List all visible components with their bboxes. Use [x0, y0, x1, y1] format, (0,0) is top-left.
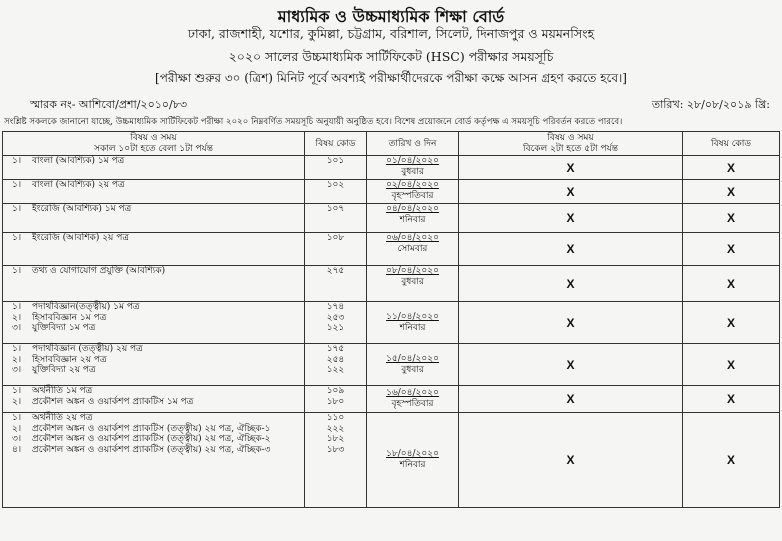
afternoon-subject-mark: X: [459, 204, 683, 233]
subject-number: ১।: [12, 156, 22, 166]
afternoon-subject-mark: X: [459, 344, 683, 386]
subject-line: [6, 313, 301, 324]
date-cell: [367, 233, 459, 266]
subject-line: [6, 180, 301, 191]
header-date-day: তারিখ ও দিন: [367, 132, 459, 156]
date-cell: [367, 302, 459, 344]
code-cell: [305, 180, 367, 204]
subject-name: অর্থনীতি ২য় পত্র: [32, 413, 93, 423]
exam-date: ১১/০৪/২০২০: [386, 311, 439, 322]
subject-line: [6, 344, 301, 355]
header-afternoon-time: বিকেল ২টা হতে ৫টা পর্যন্ত: [523, 144, 618, 154]
exam-day: বুধবার: [401, 364, 424, 375]
subject-code: ১৮৩: [326, 444, 345, 455]
exam-day: বৃহস্পতিবার: [391, 191, 434, 201]
code-cell: [305, 302, 367, 344]
subject-code: ১০৭: [326, 204, 345, 214]
subject-number: ৩।: [12, 365, 22, 375]
subject-line: [6, 434, 301, 445]
afternoon-subject-mark: X: [459, 386, 683, 413]
subject-line: [6, 424, 301, 435]
subject-line: [6, 365, 301, 376]
subject-code: ২৫৩: [326, 312, 345, 323]
subject-name: অর্থনীতি ১ম পত্র: [32, 386, 93, 396]
subject-name: যুক্তিবিদ্যা ২য় পত্র: [32, 365, 96, 375]
subject-line: [6, 302, 301, 313]
table-row: [3, 156, 780, 180]
afternoon-code-mark: X: [683, 344, 780, 386]
subject-code: ২২২: [326, 423, 345, 434]
subject-name: প্রকৌশল অঙ্কন ও ওয়ার্কশপ প্র্যাকটিস (তত্ত্বীয়) ২য় পত্র, ঐচ্ছিক-২: [32, 434, 271, 444]
exam-date: ০১/০৪/২০২০: [386, 156, 439, 166]
subject-number: ১।: [12, 344, 22, 354]
subject-cell: [3, 233, 305, 266]
subject-code: ১২২: [326, 365, 345, 375]
code-cell: [305, 344, 367, 386]
afternoon-subject-mark: X: [459, 180, 683, 204]
board-title: মাধ্যমিক ও উচ্চমাধ্যমিক শিক্ষা বোর্ড: [277, 7, 505, 26]
exam-day: বৃহস্পতিবার: [391, 399, 434, 409]
subject-code: ১১০: [326, 413, 345, 423]
table-row: [3, 413, 780, 508]
subject-name: পদার্থবিজ্ঞান (তত্ত্বীয়) ২য় পত্র: [32, 344, 143, 354]
subject-number: ১।: [12, 413, 22, 423]
subject-cell: [3, 344, 305, 386]
date-cell: [367, 204, 459, 233]
subject-name: বাংলা (আবশ্যিক) ১ম পত্র: [32, 156, 125, 166]
date-cell: [367, 266, 459, 302]
subject-number: ২।: [12, 396, 22, 407]
subject-cell: [3, 413, 305, 508]
afternoon-subject-mark: X: [459, 233, 683, 266]
afternoon-subject-mark: X: [459, 266, 683, 302]
header-subject-label: বিষয় ও সময়: [130, 133, 177, 143]
exam-date: ০৪/০৪/২০২০: [386, 204, 439, 214]
subject-cell: [3, 180, 305, 204]
subject-name: প্রকৌশল অঙ্কন ও ওয়ার্কশপ প্র্যাকটিস ১ম পত্র: [32, 396, 194, 407]
exam-date: ১৫/০৪/২০২০: [386, 353, 439, 364]
subject-code: ২৭৫: [326, 266, 345, 276]
subject-code: ১০২: [326, 180, 345, 190]
subject-name: বাংলা (আবশ্যিক) ২য় পত্র: [32, 180, 125, 190]
subject-number: ১।: [12, 302, 22, 312]
afternoon-code-mark: X: [683, 386, 780, 413]
subject-code: ১৮০: [326, 396, 345, 407]
afternoon-code-mark: X: [683, 156, 780, 180]
table-row: [3, 386, 780, 413]
memo-number: স্মারক নং- আশিবো/প্রশা/২০১০/৮৩: [30, 98, 188, 111]
exam-day: বুধবার: [401, 277, 424, 287]
date-cell: [367, 413, 459, 508]
subject-name: হিসাববিজ্ঞান ২য় পত্র: [32, 354, 107, 365]
issue-date: তারিখ: ২৮/০৮/২০১৯ খ্রি:: [651, 98, 770, 111]
subject-number: ৪।: [12, 444, 22, 455]
header-subject-afternoon: [459, 132, 683, 156]
subject-number: ১।: [12, 266, 22, 276]
subject-cell: [3, 266, 305, 302]
date-cell: [367, 386, 459, 413]
table-row: [3, 180, 780, 204]
header-subject-label: বিষয় ও সময়: [547, 133, 594, 143]
table-row: [3, 204, 780, 233]
afternoon-code-mark: X: [683, 180, 780, 204]
exam-date: ০৮/০৪/২০২০: [386, 266, 439, 276]
exam-day: শনিবার: [399, 460, 426, 470]
subject-number: ১।: [12, 233, 22, 243]
header-subject-morning: [3, 132, 305, 156]
subject-line: [6, 266, 301, 277]
subject-code: ১০৯: [326, 386, 345, 396]
subject-line: [6, 156, 301, 167]
table-row: [3, 233, 780, 266]
subject-cell: [3, 204, 305, 233]
exam-day: শনিবার: [399, 215, 426, 225]
subject-line: [6, 397, 301, 408]
exam-date: ০৬/০৪/২০২০: [386, 233, 439, 243]
afternoon-code-mark: X: [683, 266, 780, 302]
header-code-afternoon: বিষয় কোড: [683, 132, 780, 156]
table-row: [3, 302, 780, 344]
afternoon-subject-mark: X: [459, 156, 683, 180]
subject-line: [6, 323, 301, 334]
subject-name: ইংরেজি (আবশিক) ২য় পত্র: [32, 233, 129, 243]
subject-code: ১০১: [326, 156, 345, 166]
exam-day: শনিবার: [399, 322, 426, 333]
subject-code: ১৭৪: [326, 302, 345, 312]
exam-day: বুধবার: [401, 167, 424, 177]
subject-code: ২৫৪: [326, 354, 345, 365]
subject-name: হিসাববিজ্ঞান ১ম পত্র: [32, 312, 107, 323]
code-cell: [305, 266, 367, 302]
afternoon-code-mark: X: [683, 233, 780, 266]
code-cell: [305, 233, 367, 266]
subject-code: ১২১: [326, 323, 345, 333]
code-cell: [305, 386, 367, 413]
afternoon-code-mark: X: [683, 302, 780, 344]
code-cell: [305, 204, 367, 233]
subject-number: ১।: [12, 180, 22, 190]
schedule-table: [2, 131, 780, 508]
header-morning-time: সকাল ১০টা হতে বেলা ১টা পর্যন্ত: [94, 144, 213, 154]
afternoon-subject-mark: X: [459, 413, 683, 508]
subject-line: [6, 445, 301, 456]
table-header-row: [3, 132, 780, 156]
subject-number: ২।: [12, 423, 22, 434]
subject-line: [6, 355, 301, 366]
subject-number: ২।: [12, 312, 22, 323]
subject-name: পদার্থবিজ্ঞান(তত্ত্বীয়) ১ম পত্র: [32, 302, 140, 312]
date-cell: [367, 180, 459, 204]
notice-text: সংশ্লিষ্ট সকলকে জানানো যাচ্ছে, উচ্চমাধ্যমিক সার্টিফিকেট পরীক্ষা ২০২০ নিম্নবর্ণিত সময়সূচি অনুযায়ী অনুষ্ঠিত হবে। বিশেষ প্রয়োজনে বোর্ড কর্তৃপক্ষ এ সময়সূচি পরিবর্তন করতে পারবে।: [4, 117, 623, 127]
subject-line: [6, 386, 301, 397]
subject-name: প্রকৌশল অঙ্কন ও ওয়ার্কশপ প্র্যাকটিস (তত্ত্বীয়) ২য় পত্র, ঐচ্ছিক-৩: [32, 444, 271, 455]
subject-name: তথ্য ও যোগাযোগ প্রযুক্তি (আবশ্যিক): [32, 266, 166, 276]
subject-name: যুক্তিবিদ্যা ১ম পত্র: [32, 323, 96, 333]
date-cell: [367, 344, 459, 386]
subject-code: ১০৮: [326, 233, 345, 243]
subject-number: ১।: [12, 204, 22, 214]
subject-line: [6, 413, 301, 424]
schedule-title: ২০২০ সালের উচ্চমাধ্যমিক সার্টিফিকেট (HSC) পরীক্ষার সময়সূচি: [228, 49, 554, 64]
exam-day: সোমবার: [397, 244, 428, 254]
subject-cell: [3, 156, 305, 180]
subject-line: [6, 204, 301, 215]
subject-code: ১৭৫: [326, 344, 345, 354]
subject-number: ৩।: [12, 323, 22, 333]
board-cities: ঢাকা, রাজশাহী, যশোর, কুমিল্লা, চট্টগ্রাম, বরিশাল, সিলেট, দিনাজপুর ও ময়মনসিংহ: [187, 26, 595, 41]
afternoon-subject-mark: X: [459, 302, 683, 344]
table-row: [3, 266, 780, 302]
subject-cell: [3, 386, 305, 413]
subject-line: [6, 233, 301, 244]
exam-date: ০২/০৪/২০২০: [386, 180, 439, 190]
header-code: বিষয় কোড: [305, 132, 367, 156]
exam-date: ১৮/০৪/২০২০: [386, 449, 439, 459]
subject-number: ২।: [12, 354, 22, 365]
afternoon-code-mark: X: [683, 413, 780, 508]
subject-number: ৩।: [12, 434, 22, 444]
subject-name: প্রকৌশল অঙ্কন ও ওয়ার্কশপ প্র্যাকটিস (তত্ত্বীয়) ২য় পত্র, ঐচ্ছিক-১: [32, 423, 271, 434]
exam-date: ১৬/০৪/২০২০: [386, 388, 439, 398]
afternoon-code-mark: X: [683, 204, 780, 233]
subject-code: ১৮২: [326, 434, 345, 444]
date-cell: [367, 156, 459, 180]
exam-instruction: [পরীক্ষা শুরুর ৩০ (ত্রিশ) মিনিট পূর্বে অবশ্যই পরীক্ষার্থীদেরকে পরীক্ষা কক্ষে আসন গ্রহণ করতে হবে।]: [155, 71, 627, 85]
subject-name: ইংরেজি (আবশ্যিক) ১ম পত্র: [32, 204, 132, 214]
table-row: [3, 344, 780, 386]
subject-number: ১।: [12, 386, 22, 396]
subject-cell: [3, 302, 305, 344]
code-cell: [305, 156, 367, 180]
code-cell: [305, 413, 367, 508]
